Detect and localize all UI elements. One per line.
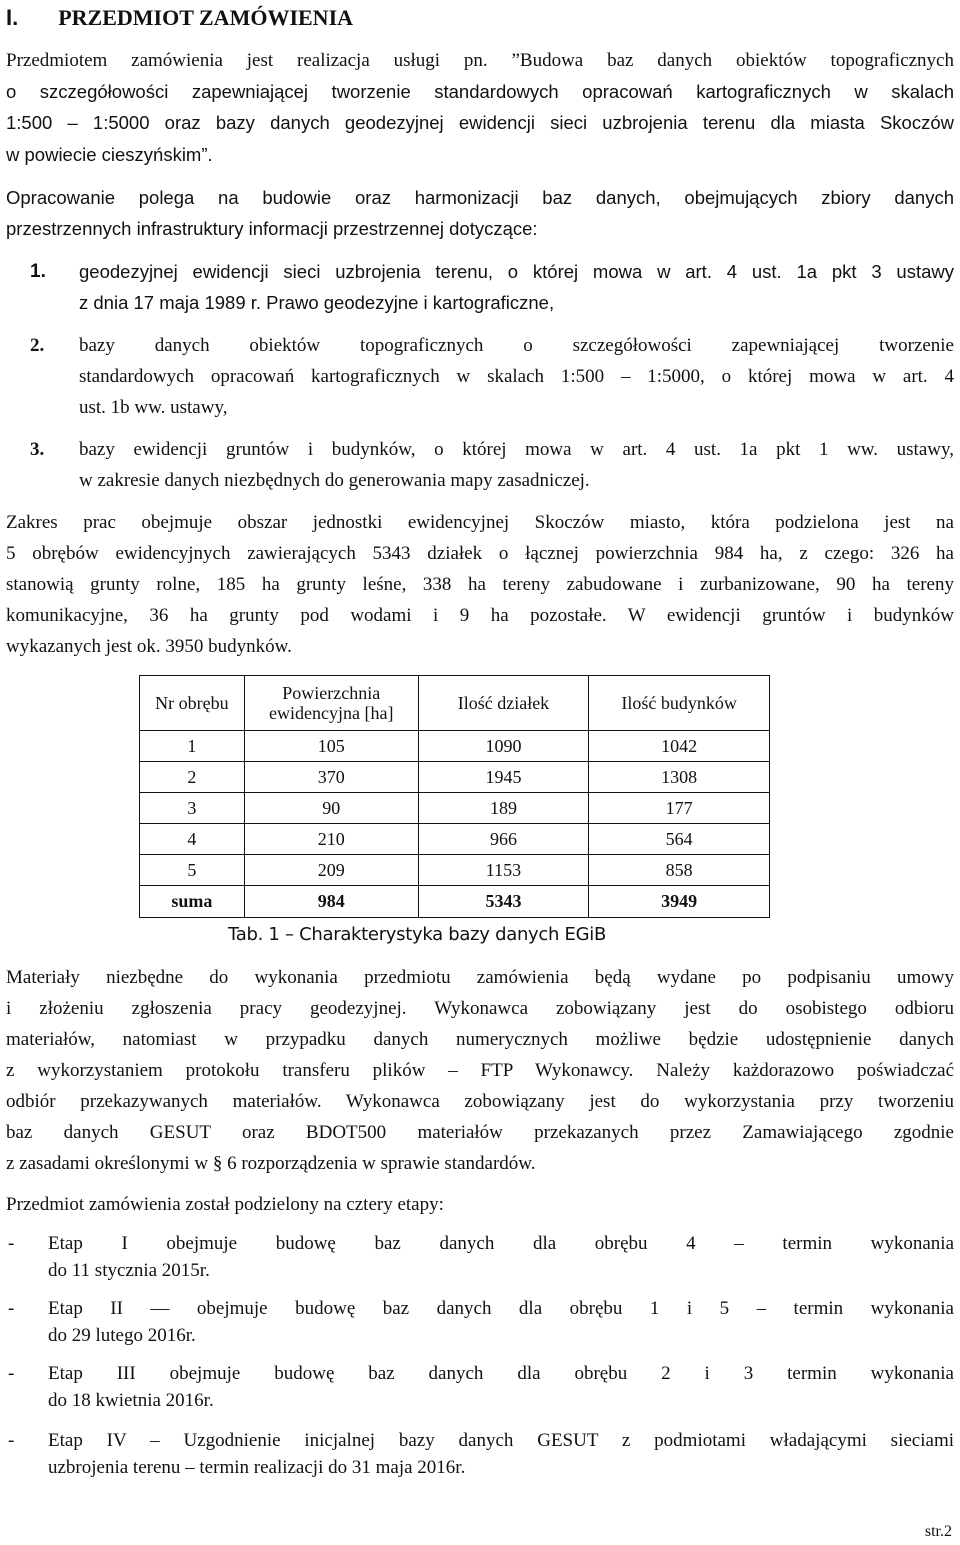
materials-line: odbiór przekazywanych materiałów. Wykonawca zobowiązany jest do wykorzystania przy tworzeniu xyxy=(6,1091,954,1112)
table-row xyxy=(140,793,770,824)
cell-parcels: 1153 xyxy=(418,855,589,886)
cell-buildings: 177 xyxy=(589,793,770,824)
list-number: 3. xyxy=(30,439,45,460)
cell-area: 210 xyxy=(244,824,418,855)
cell-buildings: 564 xyxy=(589,824,770,855)
cell-buildings: 858 xyxy=(589,855,770,886)
cell-nr: 3 xyxy=(140,793,245,824)
table-sum-row xyxy=(140,886,770,918)
stage-line: do 29 lutego 2016r. xyxy=(48,1325,196,1346)
header-nr-obrebu: Nr obrębu xyxy=(140,676,245,731)
cell-parcels: 1945 xyxy=(418,762,589,793)
sum-label: suma xyxy=(140,886,245,918)
stage-line: do 18 kwietnia 2016r. xyxy=(48,1390,214,1411)
section-number: I. xyxy=(6,5,19,30)
materials-line: materiałów, natomiast w przypadku danych numerycznych możliwe będzie udostępnienie danych xyxy=(6,1029,954,1050)
list-item-line: z dnia 17 maja 1989 r. Prawo geodezyjne i kartograficzne, xyxy=(79,292,555,313)
scope-line: Opracowanie polega na budowie oraz harmonizacji baz danych, obejmujących zbiory danych xyxy=(6,187,954,208)
stage-bullet: - xyxy=(8,1430,15,1451)
area-line: komunikacyjne, 36 ha grunty pod wodami i 9 ha pozostałe. W ewidencji gruntów i budynków xyxy=(6,605,954,626)
stage-line: Etap IV – Uzgodnienie inicjalnej bazy danych GESUT z podmiotami władającymi sieciami xyxy=(48,1430,954,1451)
egib-table xyxy=(139,675,770,918)
table-row xyxy=(140,731,770,762)
cell-area: 370 xyxy=(244,762,418,793)
cell-nr: 2 xyxy=(140,762,245,793)
list-item-line: ust. 1b ww. ustawy, xyxy=(79,397,228,418)
cell-nr: 5 xyxy=(140,855,245,886)
list-item-line: w zakresie danych niezbędnych do generowania mapy zasadniczej. xyxy=(79,470,590,491)
list-number: 1. xyxy=(30,261,46,282)
page-number: str.2 xyxy=(924,1523,952,1540)
list-item-line: bazy ewidencji gruntów i budynków, o której mowa w art. 4 ust. 1a pkt 1 ww. ustawy, xyxy=(79,439,954,460)
cell-area: 105 xyxy=(244,731,418,762)
materials-line: z wykorzystaniem protokołu transferu plików – FTP Wykonawcy. Należy każdorazowo poświadczać xyxy=(6,1060,954,1081)
intro-line: o szczegółowości zapewniającej tworzenie standardowych opracowań kartograficznych w skalach xyxy=(6,81,954,102)
area-line: wykazanych jest ok. 3950 budynków. xyxy=(6,636,292,657)
list-number: 2. xyxy=(30,335,45,356)
list-item-line: geodezyjnej ewidencji sieci uzbrojenia terenu, o której mowa w art. 4 ust. 1a pkt 3 ustawy xyxy=(79,261,954,282)
stage-line: Etap III obejmuje budowę baz danych dla obrębu 2 i 3 termin wykonania xyxy=(48,1363,954,1384)
stages-intro: Przedmiot zamówienia został podzielony na cztery etapy: xyxy=(6,1194,444,1215)
sum-area: 984 xyxy=(244,886,418,918)
header-powierzchnia xyxy=(244,676,418,731)
cell-nr: 1 xyxy=(140,731,245,762)
cell-area: 90 xyxy=(244,793,418,824)
stage-line: do 11 stycznia 2015r. xyxy=(48,1260,210,1281)
materials-line: baz danych GESUT oraz BDOT500 materiałów przekazanych przez Zamawiającego zgodnie xyxy=(6,1122,954,1143)
cell-nr: 4 xyxy=(140,824,245,855)
section-heading xyxy=(6,4,353,32)
header-ilosc-dzialek: Ilość działek xyxy=(418,676,589,731)
list-item-line: bazy danych obiektów topograficznych o szczegółowości zapewniającej tworzenie xyxy=(79,335,954,356)
cell-buildings: 1042 xyxy=(589,731,770,762)
cell-buildings: 1308 xyxy=(589,762,770,793)
table-caption: Tab. 1 – Charakterystyka bazy danych EGiB xyxy=(228,924,606,945)
stage-line: uzbrojenia terenu – termin realizacji do 31 maja 2016r. xyxy=(48,1457,466,1478)
header-ilosc-budynkow: Ilość budynków xyxy=(589,676,770,731)
stage-line: Etap II –– obejmuje budowę baz danych dla obrębu 1 i 5 – termin wykonania xyxy=(48,1298,954,1319)
header-powierzchnia-line2: ewidencyjna [ha] xyxy=(269,703,394,723)
intro-line: 1:500 – 1:5000 oraz bazy danych geodezyjnej ewidencji sieci uzbrojenia terenu dla miasta Skoczów xyxy=(6,112,954,133)
table-row xyxy=(140,824,770,855)
materials-line: Materiały niezbędne do wykonania przedmiotu zamówienia będą wydane po podpisaniu umowy xyxy=(6,967,954,988)
list-item-line: standardowych opracowań kartograficznych w skalach 1:500 – 1:5000, o której mowa w art. 4 xyxy=(79,366,954,387)
sum-parcels: 5343 xyxy=(418,886,589,918)
cell-parcels: 1090 xyxy=(418,731,589,762)
table-row xyxy=(140,855,770,886)
intro-line: w powiecie cieszyńskim”. xyxy=(6,144,213,165)
materials-line: i złożeniu zgłoszenia pracy geodezyjnej. Wykonawca zobowiązany jest do osobistego odbioru xyxy=(6,998,954,1019)
header-powierzchnia-line1: Powierzchnia xyxy=(282,683,381,703)
stage-bullet: - xyxy=(8,1363,15,1384)
scope-line: przestrzennych infrastruktury informacji przestrzennej dotyczące: xyxy=(6,218,538,239)
materials-line: z zasadami określonymi w § 6 rozporządzenia w sprawie standardów. xyxy=(6,1153,536,1174)
intro-line: Przedmiotem zamówienia jest realizacja usługi pn. ”Budowa baz danych obiektów topograficznych xyxy=(6,50,954,71)
stage-line: Etap I obejmuje budowę baz danych dla obrębu 4 – termin wykonania xyxy=(48,1233,954,1254)
cell-area: 209 xyxy=(244,855,418,886)
area-line: Zakres prac obejmuje obszar jednostki ewidencyjnej Skoczów miasto, która podzielona jest na xyxy=(6,512,954,533)
table-row xyxy=(140,762,770,793)
sum-buildings: 3949 xyxy=(589,886,770,918)
cell-parcels: 189 xyxy=(418,793,589,824)
stage-bullet: - xyxy=(8,1233,15,1254)
cell-parcels: 966 xyxy=(418,824,589,855)
stage-bullet: - xyxy=(8,1298,15,1319)
area-line: stanowią grunty rolne, 185 ha grunty leśne, 338 ha tereny zabudowane i zurbanizowane, 90 ha tereny xyxy=(6,574,954,595)
table-header-row xyxy=(140,676,770,731)
section-title: PRZEDMIOT ZAMÓWIENIA xyxy=(58,5,354,30)
area-line: 5 obrębów ewidencyjnych zawierających 5343 działek o łącznej powierzchnia 984 ha, z czego: 326 ha xyxy=(6,543,954,564)
